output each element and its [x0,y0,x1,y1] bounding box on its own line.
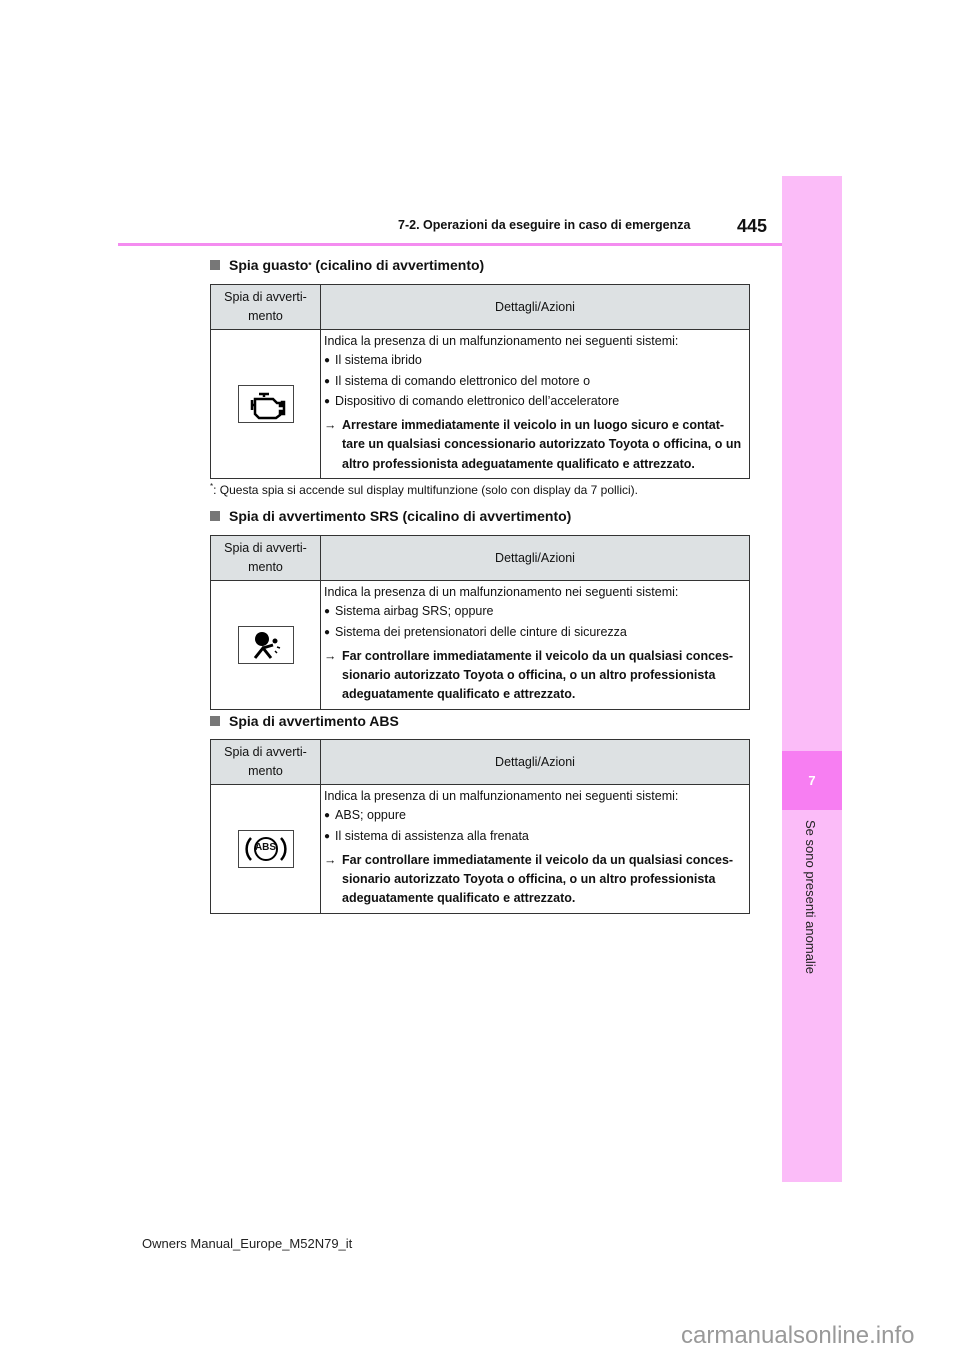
chapter-tab[interactable]: 7 [782,751,842,810]
warning-table-srs [210,535,750,710]
intro-text: Indica la presenza di un malfunzionamento nei seguenti sistemi: [324,334,679,348]
arrow-icon: → [324,852,337,867]
bullet-item: ● Sistema dei pretensionatori delle cinture di sicurezza [324,623,745,643]
intro-text: Indica la presenza di un malfunzionamento nei seguenti sistemi: [324,585,679,599]
chapter-sidebar [782,176,842,1182]
footnote-mark: * [210,482,214,491]
arrow-icon: → [324,648,337,663]
section-heading-abs [210,713,399,729]
chapter-title: Se sono presenti anomalie [803,820,818,974]
abs-icon [238,830,294,868]
document-footer: Owners Manual_Europe_M52N79_it [142,1236,353,1251]
heading-text: Spia di avvertimento SRS (cicalino di avvertimento) [229,508,572,524]
warning-table-abs [210,739,750,914]
heading-text: Spia guasto [229,257,309,273]
section-heading-malfunction [210,257,484,273]
bullet-item: ● Il sistema di comando elettronico del motore o [324,372,745,392]
section-header: 7-2. Operazioni da eseguire in caso di emergenza [398,218,691,232]
bullet-item: ● Il sistema di assistenza alla frenata [324,827,745,847]
action-text: Far controllare immediatamente il veicolo da un qualsiasi conces-sionario autorizzato Toyota o officina, o un altro professionista adeguatamente qualificato e attrezzato. [342,648,734,702]
check-engine-icon [238,385,294,423]
intro-text: Indica la presenza di un malfunzionamento nei seguenti sistemi: [324,789,679,803]
footnote [210,482,638,497]
col-header-details: Dettagli/Azioni [321,285,750,330]
abs-icon-label: ABS [254,841,277,853]
heading-text-rest: (cicalino di avvertimento) [311,257,485,273]
col-header-details: Dettagli/Azioni [321,740,750,785]
col-header-light: Spia di avverti-mento [211,285,321,330]
bullet-item: ● Il sistema ibrido [324,351,745,371]
section-heading-srs [210,508,571,524]
heading-text: Spia di avvertimento ABS [229,713,399,729]
col-header-light: Spia di avverti-mento [211,740,321,785]
square-bullet-icon [210,511,220,521]
page-number: 445 [737,216,768,236]
square-bullet-icon [210,260,220,270]
bullet-item: ● Dispositivo di comando elettronico dell’acceleratore [324,392,745,412]
arrow-icon: → [324,418,337,433]
col-header-details: Dettagli/Azioni [321,536,750,581]
footnote-mark: * [308,260,312,270]
square-bullet-icon [210,716,220,726]
header-divider [118,243,782,246]
action-text: Arrestare immediatamente il veicolo in un luogo sicuro e contat-tare un qualsiasi concessionario autorizzato Toyota o officina, o un altro professionista adeguatamente qualificato e attrezzato. [342,418,742,471]
warning-table-malfunction [210,284,750,479]
watermark: carmanualsonline.info [681,1322,915,1349]
airbag-icon [238,626,294,664]
bullet-item: ● Sistema airbag SRS; oppure [324,602,745,622]
bullet-item: ● ABS; oppure [324,806,745,826]
col-header-light: Spia di avverti-mento [211,536,321,581]
footnote-text: : Questa spia si accende sul display multifunzione (solo con display da 7 pollici). [213,483,639,497]
action-text: Far controllare immediatamente il veicolo da un qualsiasi conces-sionario autorizzato Toyota o officina, o un altro professionista adeguatamente qualificato e attrezzato. [342,852,734,906]
